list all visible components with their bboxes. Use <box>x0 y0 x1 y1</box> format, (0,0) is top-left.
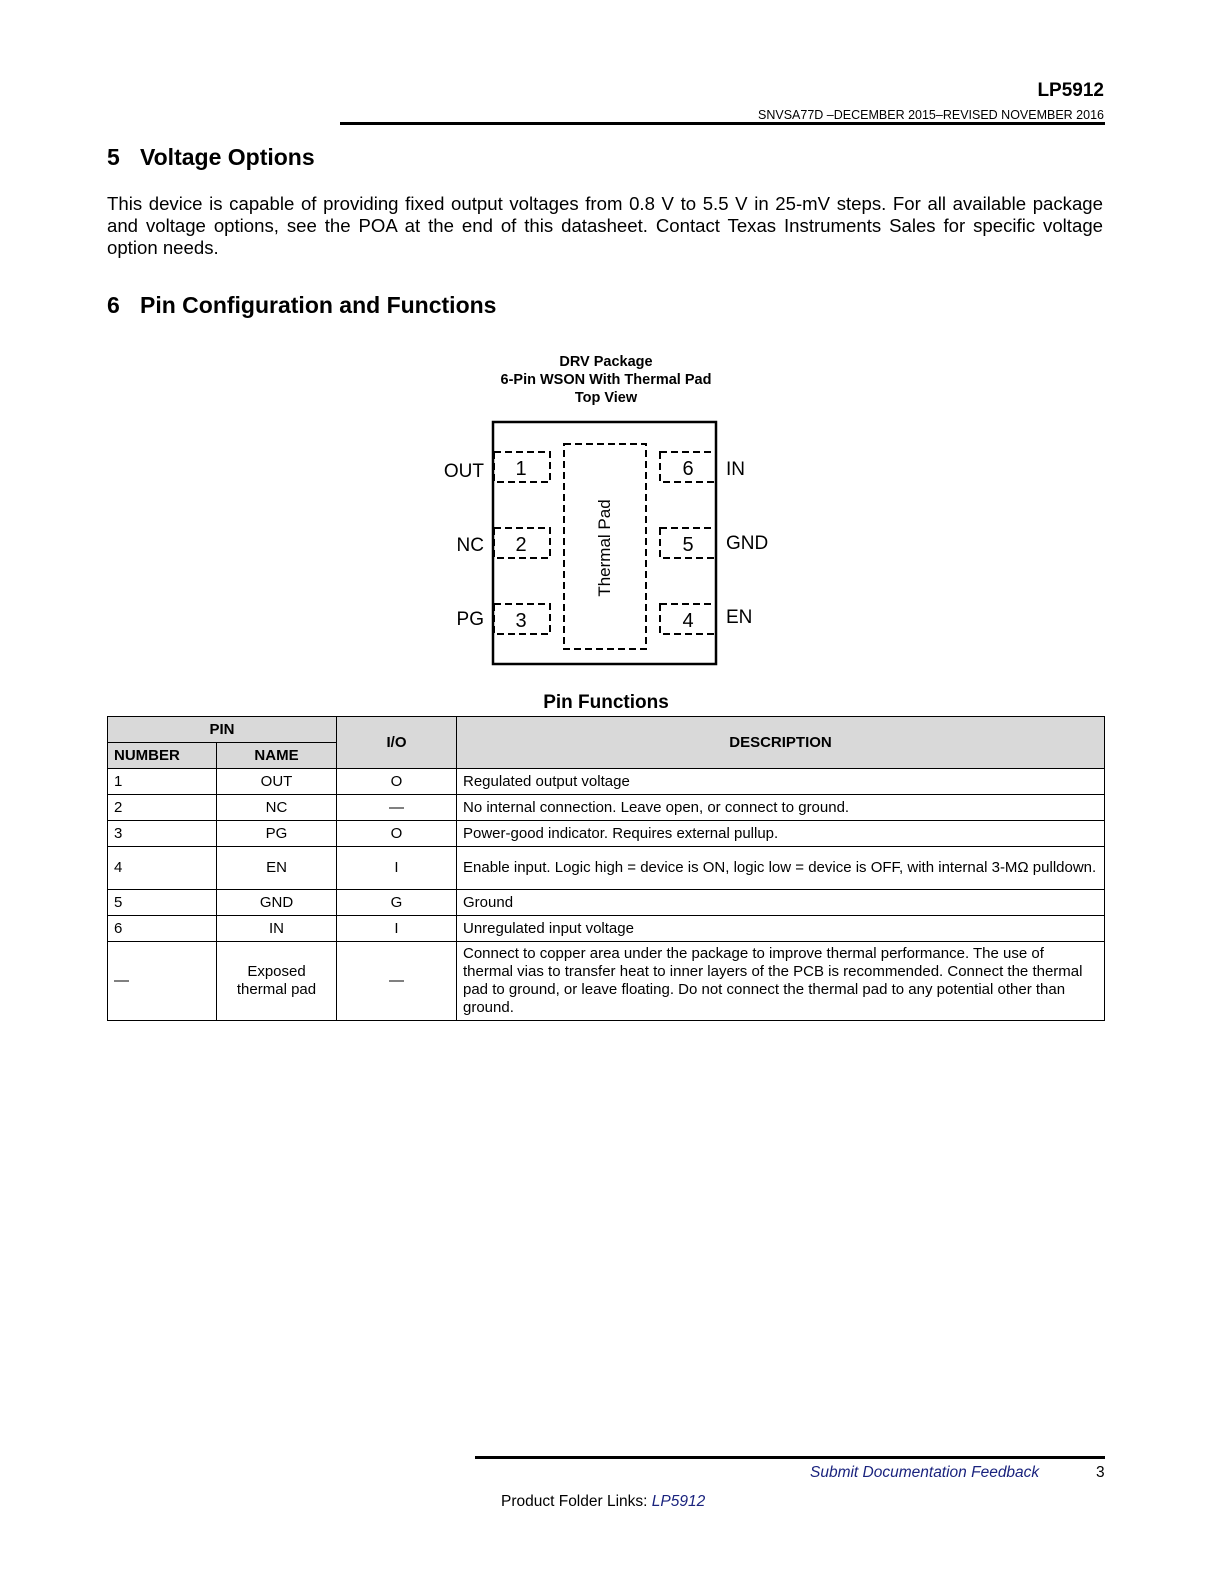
pin-name-en: EN <box>726 607 753 628</box>
pin-name-cell: GND <box>217 890 337 916</box>
page-number: 3 <box>1096 1464 1105 1481</box>
footer-rule <box>475 1456 1105 1459</box>
pin-name-out: OUT <box>443 461 484 482</box>
pin-name-cell: Exposed thermal pad <box>217 942 337 1021</box>
pin-description-cell: Ground <box>457 890 1105 916</box>
pin-name-pg: PG <box>456 609 484 630</box>
section-number: 6 <box>107 292 120 318</box>
pin-description-cell: Enable input. Logic high = device is ON, logic low = device is OFF, with internal 3-MΩ pulldown. <box>457 847 1105 890</box>
pin-number-2: 2 <box>515 534 527 556</box>
pin-name-cell: IN <box>217 916 337 942</box>
pin-io-cell: I <box>337 847 457 890</box>
submit-feedback-link[interactable]: Submit Documentation Feedback <box>810 1464 1040 1481</box>
pin-name-cell: NC <box>217 795 337 821</box>
pin-description-cell: Power-good indicator. Requires external pullup. <box>457 821 1105 847</box>
product-folder-link[interactable]: LP5912 <box>651 1493 706 1510</box>
pin-description-cell: No internal connection. Leave open, or connect to ground. <box>457 795 1105 821</box>
voltage-options-paragraph: This device is capable of providing fixed output voltages from 0.8 V to 5.5 V in 25-mV steps. For all available package and voltage options, see the POA at the end of this datasheet. Contact Texas Instruments Sales for specific voltage option needs. <box>107 193 1103 258</box>
table-row <box>108 847 1105 890</box>
pin-number-cell: 1 <box>108 769 217 795</box>
pin-name-in: IN <box>726 459 745 480</box>
section-title: Pin Configuration and Functions <box>140 292 497 318</box>
header-description: DESCRIPTION <box>457 717 1105 769</box>
part-number: LP5912 <box>1037 80 1104 101</box>
package-name: DRV Package <box>559 354 653 370</box>
pin-io-cell: O <box>337 821 457 847</box>
package-pinout-diagram <box>0 0 1224 700</box>
table-row <box>108 769 1105 795</box>
pin-description-cell: Regulated output voltage <box>457 769 1105 795</box>
section-number: 5 <box>107 144 120 170</box>
package-description: 6-Pin WSON With Thermal Pad <box>500 372 712 388</box>
pin-number-cell: — <box>108 942 217 1021</box>
header-number: NUMBER <box>108 743 217 769</box>
pin-functions-table <box>107 716 1105 1021</box>
pin-number-cell: 4 <box>108 847 217 890</box>
pin-io-cell: I <box>337 916 457 942</box>
table-row <box>108 942 1105 1021</box>
pin-number-3: 3 <box>515 610 527 632</box>
header-name: NAME <box>217 743 337 769</box>
thermal-pad-label: Thermal Pad <box>595 499 614 597</box>
pin-number-4: 4 <box>682 610 694 632</box>
package-view: Top View <box>574 390 638 406</box>
pin-io-cell: — <box>337 942 457 1021</box>
table-row <box>108 821 1105 847</box>
pin-name-cell: EN <box>217 847 337 890</box>
pin-number-cell: 6 <box>108 916 217 942</box>
pin-number-cell: 3 <box>108 821 217 847</box>
section-title: Voltage Options <box>140 144 315 170</box>
header-io: I/O <box>337 717 457 769</box>
product-folder-label: Product Folder Links: <box>501 1493 648 1510</box>
product-folder-links <box>501 1493 705 1511</box>
pin-io-cell: O <box>337 769 457 795</box>
pin-number-cell: 5 <box>108 890 217 916</box>
pin-number-5: 5 <box>682 534 694 556</box>
pin-io-cell: — <box>337 795 457 821</box>
pin-name-gnd: GND <box>726 533 769 554</box>
pin-name-nc: NC <box>456 535 484 556</box>
pin-number-cell: 2 <box>108 795 217 821</box>
pin-description-cell: Unregulated input voltage <box>457 916 1105 942</box>
pin-description-cell: Connect to copper area under the package to improve thermal performance. The use of thermal vias to transfer heat to inner layers of the PCB is recommended. Connect the thermal pad to ground, or leave floating. Do not connect the thermal pad to any potential other than ground. <box>457 942 1105 1021</box>
table-row <box>108 916 1105 942</box>
table-row <box>108 890 1105 916</box>
table-row <box>108 795 1105 821</box>
pin-name-cell: OUT <box>217 769 337 795</box>
pin-number-1: 1 <box>515 458 527 480</box>
header-pin: PIN <box>108 717 337 743</box>
pin-number-6: 6 <box>682 458 694 480</box>
pin-functions-title: Pin Functions <box>543 692 669 713</box>
pin-io-cell: G <box>337 890 457 916</box>
pin-name-cell: PG <box>217 821 337 847</box>
document-id: SNVSA77D –DECEMBER 2015–REVISED NOVEMBER 2016 <box>758 108 1104 122</box>
